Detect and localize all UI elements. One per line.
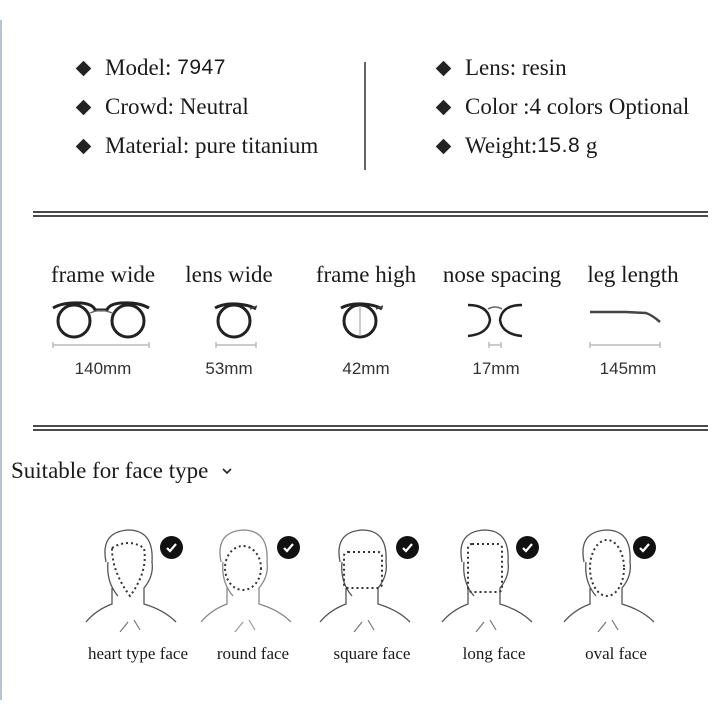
- diamond-bullet-icon: [76, 138, 92, 154]
- dimension-nose-spacing: [436, 262, 568, 378]
- face-label: heart type face: [87, 644, 189, 663]
- face-label: round face: [216, 644, 290, 663]
- spec-lens: [436, 55, 567, 81]
- check-badge: [160, 536, 183, 559]
- lens-height-icon: [338, 300, 388, 350]
- spec-value: 7947: [177, 56, 226, 79]
- spec-label: Material:: [105, 133, 190, 158]
- dimension-label: frame wide: [50, 262, 156, 287]
- dimension-lens-wide: [174, 262, 284, 378]
- dimension-label: leg length: [587, 262, 679, 287]
- spec-label: Model:: [105, 55, 172, 80]
- dimension-label: frame high: [315, 262, 417, 287]
- spec-model: [76, 55, 226, 81]
- checkmark-icon: [277, 536, 300, 559]
- spec-weight: [436, 133, 597, 159]
- spec-value: 15.8: [537, 134, 581, 157]
- spec-value: pure titanium: [195, 133, 319, 158]
- spec-label: Lens:: [465, 55, 517, 80]
- dimension-value: 140mm: [74, 359, 132, 378]
- dimension-label: lens wide: [185, 262, 273, 287]
- temple-arm-icon: [588, 300, 668, 350]
- check-badge: [277, 536, 300, 559]
- spec-value: 4 colors Optional: [529, 94, 690, 119]
- face-card-oval: [556, 522, 676, 672]
- checkmark-icon: [516, 536, 539, 559]
- spec-value: resin: [521, 55, 567, 80]
- diamond-bullet-icon: [436, 99, 452, 115]
- spec-value: Neutral: [179, 94, 249, 119]
- diamond-bullet-icon: [76, 60, 92, 76]
- chevron-down-icon: [220, 464, 234, 478]
- diamond-bullet-icon: [76, 99, 92, 115]
- dimension-value: 17mm: [472, 359, 520, 378]
- dimension-value: 145mm: [599, 359, 657, 378]
- checkmark-icon: [396, 536, 419, 559]
- nose-bridge-icon: [466, 300, 536, 350]
- section-divider-bottom: [33, 425, 708, 431]
- face-label: oval face: [585, 644, 647, 663]
- check-badge: [516, 536, 539, 559]
- spec-column-divider: [364, 62, 366, 170]
- checkmark-icon: [633, 536, 656, 559]
- spec-label: Weight:: [465, 133, 538, 158]
- left-edge-line: [0, 20, 2, 700]
- dimension-leg-length: [580, 262, 686, 378]
- check-badge: [633, 536, 656, 559]
- full-glasses-icon: [51, 300, 151, 350]
- spec-material: [76, 133, 318, 159]
- dimension-frame-wide: [45, 262, 161, 378]
- diamond-bullet-icon: [436, 138, 452, 154]
- dimension-label: nose spacing: [442, 262, 562, 287]
- single-lens-icon: [212, 300, 262, 350]
- diamond-bullet-icon: [436, 60, 452, 76]
- dimension-frame-high: [308, 262, 424, 378]
- dimension-value: 53mm: [205, 359, 253, 378]
- section-title: Suitable for face type: [11, 458, 209, 483]
- face-sketch-oval-icon: [556, 522, 676, 632]
- face-type-toggle[interactable]: [11, 458, 234, 484]
- dimension-value: 42mm: [342, 359, 390, 378]
- check-badge: [396, 536, 419, 559]
- checkmark-icon: [160, 536, 183, 559]
- spec-unit: g: [585, 133, 598, 158]
- spec-crowd: [76, 94, 249, 120]
- spec-label: Crowd:: [105, 94, 174, 119]
- face-label: square face: [333, 644, 411, 663]
- spec-color: [436, 94, 689, 120]
- section-divider-top: [33, 211, 708, 217]
- face-label: long face: [462, 644, 526, 663]
- spec-label: Color :: [465, 94, 530, 119]
